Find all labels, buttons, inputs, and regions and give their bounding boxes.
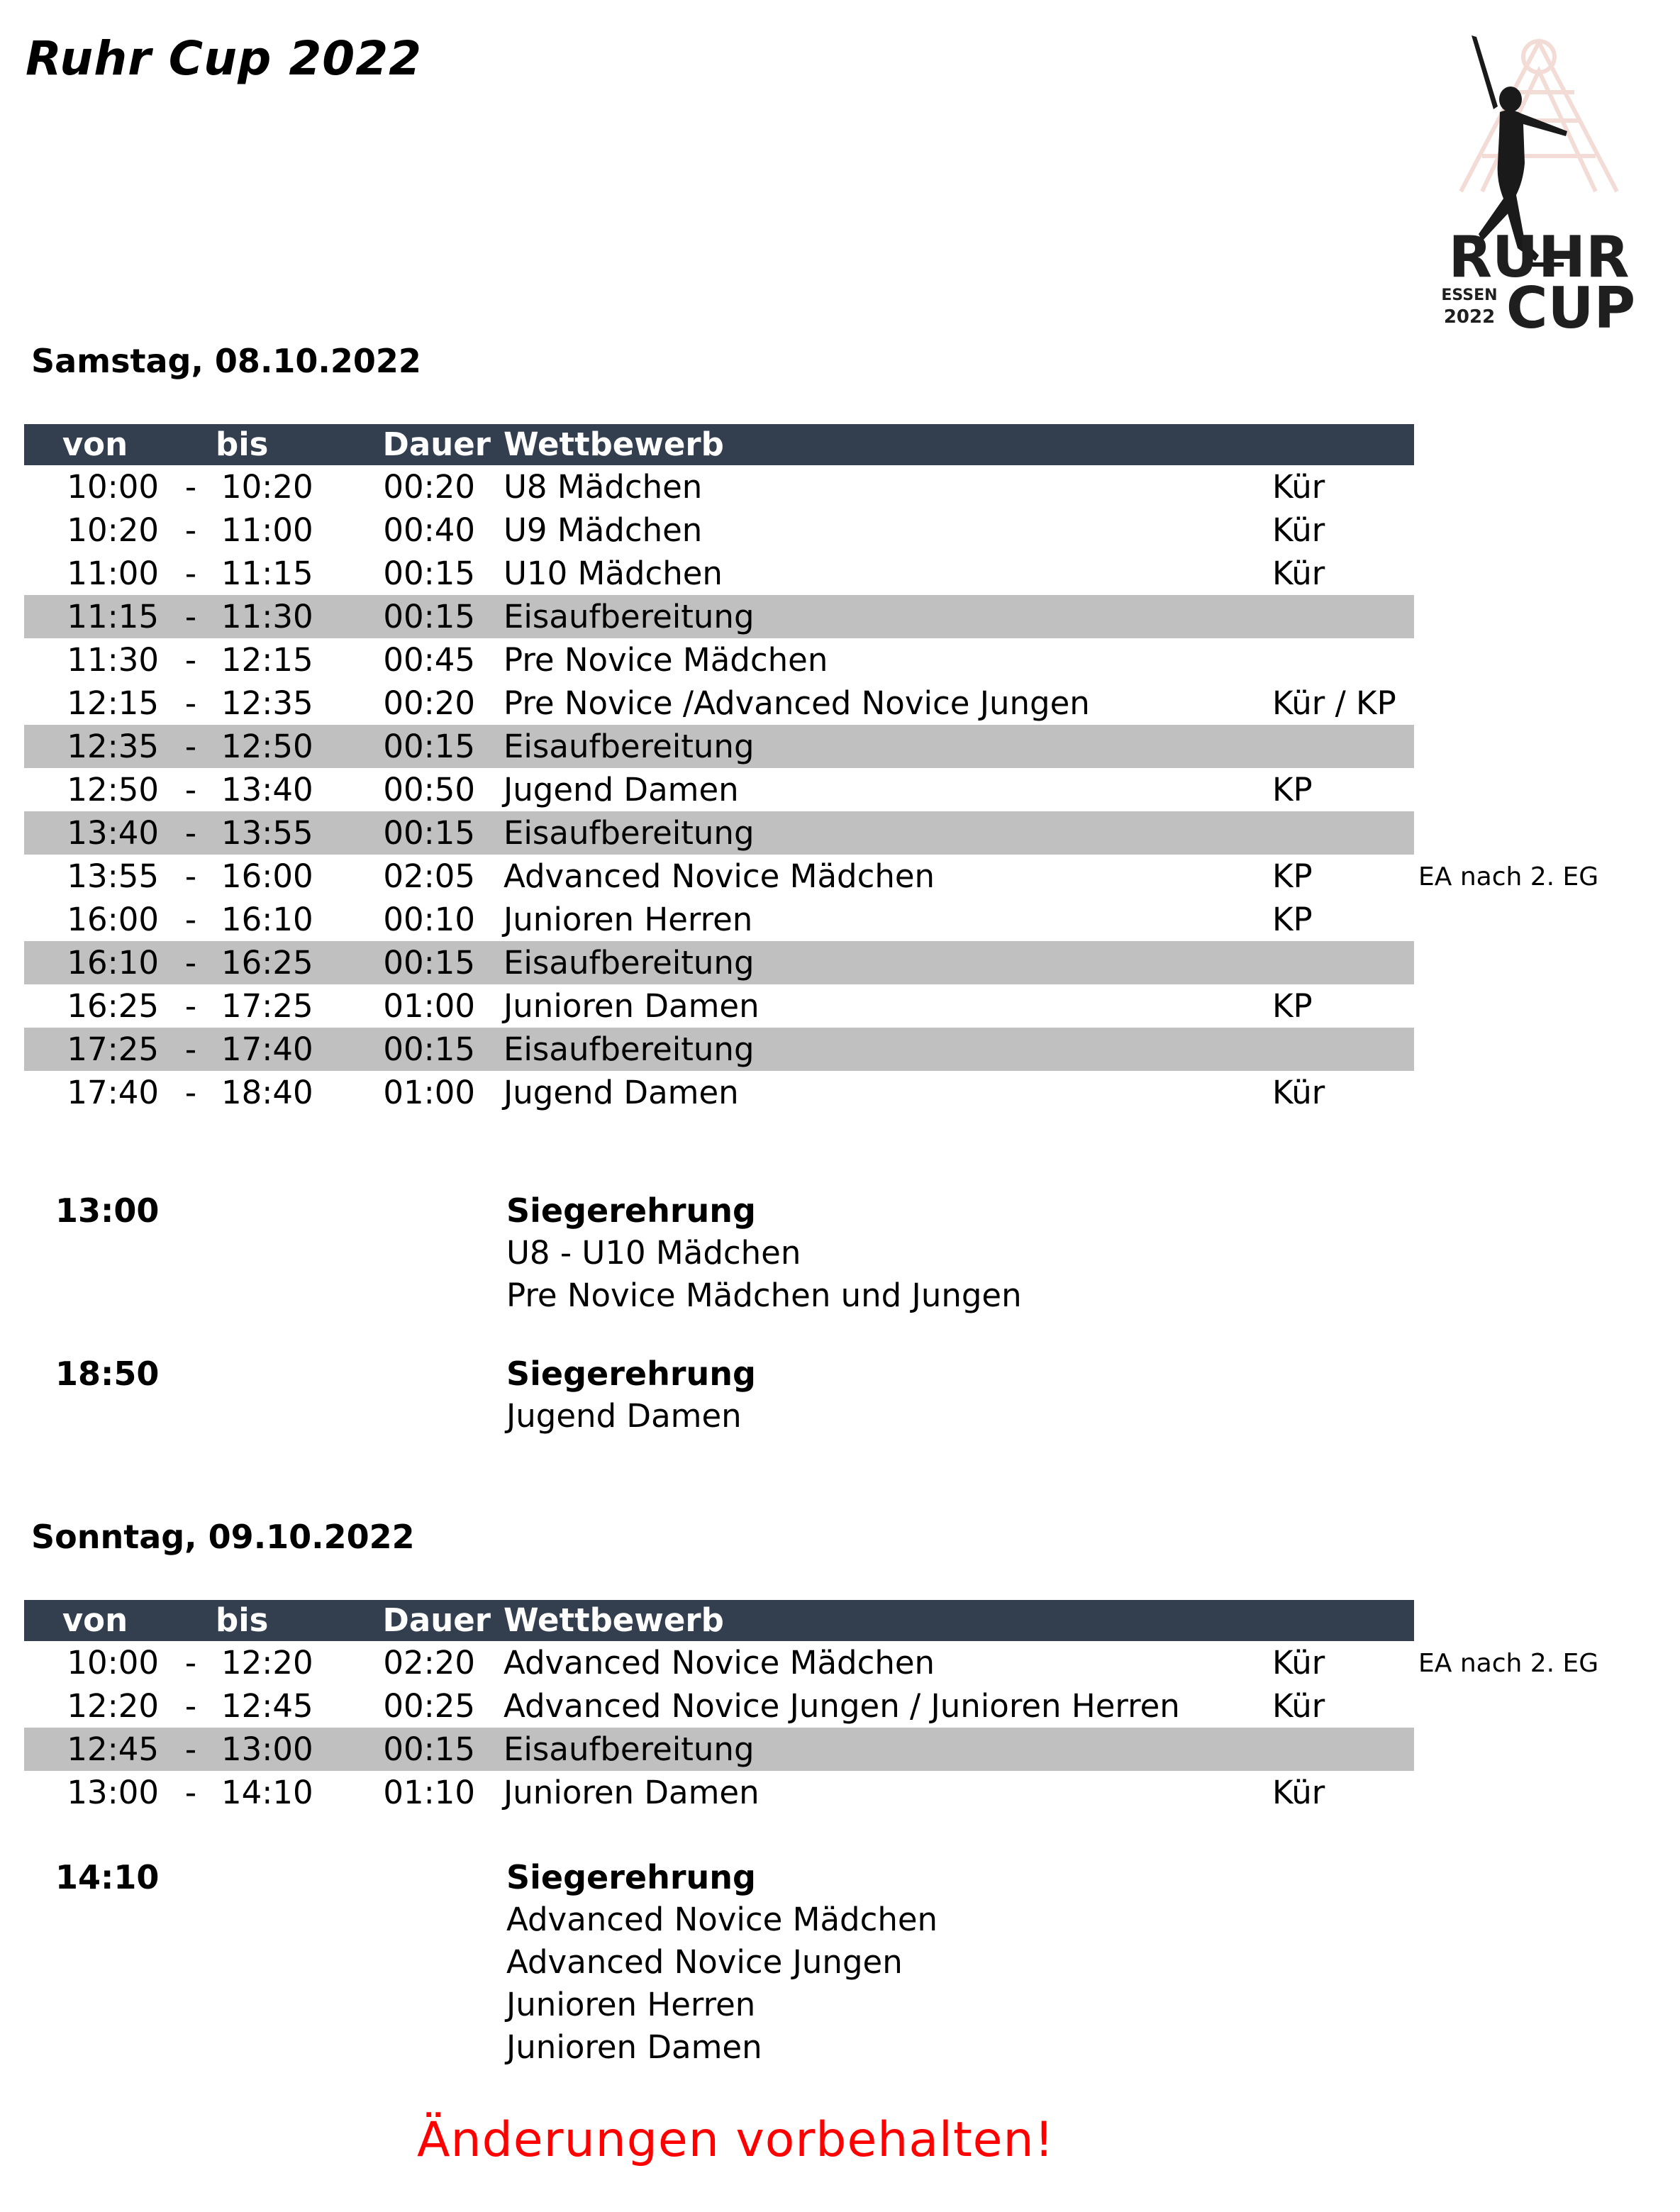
cell-bis: 10:20 (221, 468, 313, 506)
award-line: Advanced Novice Jungen (506, 1943, 903, 1981)
cell-von: 12:45 (24, 1728, 166, 1771)
document-title: Ruhr Cup 2022 (26, 31, 423, 86)
cell-bis: 11:00 (221, 511, 313, 549)
header-dauer: Dauer (322, 424, 504, 465)
table-row (24, 1684, 1414, 1728)
cell-dash: - (166, 941, 216, 984)
table-row (24, 941, 1414, 984)
table-row (24, 552, 1414, 595)
cell-bis: 14:10 (221, 1774, 313, 1811)
cell-wb: Jugend Damen (504, 771, 739, 808)
cell-dash: - (184, 1074, 197, 1111)
cell-dauer: 00:15 (322, 1028, 504, 1071)
cell-dash: - (184, 468, 197, 506)
cell-dauer: 02:20 (383, 1644, 475, 1682)
cell-von: 13:40 (24, 811, 166, 855)
cell-von: 13:55 (67, 857, 159, 895)
cell-dauer: 00:15 (322, 725, 504, 768)
cell-bis: 17:25 (221, 987, 313, 1025)
cell-wb: Junioren Herren (504, 901, 753, 938)
sunday-note: EA nach 2. EG (1418, 1649, 1599, 1678)
cell-von: 17:25 (24, 1028, 166, 1071)
award-title: Siegerehrung (506, 1191, 756, 1230)
saturday-schedule-table (24, 424, 1414, 1114)
cell-dash: - (166, 1728, 216, 1771)
cell-typ (1272, 941, 1414, 984)
cell-von: 16:00 (67, 901, 159, 938)
cell-von: 10:00 (67, 468, 159, 506)
cell-von: 17:40 (67, 1074, 159, 1111)
cell-wb: U9 Mädchen (504, 511, 703, 549)
cell-bis: 12:15 (221, 641, 313, 679)
table-row (24, 1728, 1414, 1771)
cell-typ (1272, 595, 1414, 638)
sunday-schedule-table (24, 1600, 1414, 1814)
saturday-heading: Samstag, 08.10.2022 (31, 342, 421, 380)
header-wettbewerb: Wettbewerb (504, 424, 1414, 465)
cell-typ: KP (1272, 901, 1313, 938)
cell-dauer: 00:45 (383, 641, 475, 679)
table-row (24, 638, 1414, 682)
cell-dash: - (184, 771, 197, 808)
header-bis: bis (216, 1600, 322, 1641)
cell-von: 11:30 (67, 641, 159, 679)
award-line: Junioren Herren (506, 1986, 756, 2023)
cell-typ: KP (1272, 987, 1313, 1025)
cell-dash: - (166, 1028, 216, 1071)
cell-bis: 16:25 (216, 941, 322, 984)
cell-von: 16:25 (67, 987, 159, 1025)
cell-dauer: 00:15 (322, 811, 504, 855)
award-line: Junioren Damen (506, 2028, 762, 2066)
award-title: Siegerehrung (506, 1858, 756, 1896)
cell-bis: 12:45 (221, 1687, 313, 1725)
cell-typ: Kür (1272, 1644, 1325, 1682)
cell-dauer: 01:00 (383, 1074, 475, 1111)
cell-von: 10:20 (67, 511, 159, 549)
cell-bis: 18:40 (221, 1074, 313, 1111)
award-line: Advanced Novice Mädchen (506, 1901, 938, 1938)
cell-wb: Eisaufbereitung (504, 1728, 1272, 1771)
cell-von: 10:00 (67, 1644, 159, 1682)
cell-wb: U8 Mädchen (504, 468, 703, 506)
award-block (506, 1856, 938, 2069)
cell-dauer: 01:00 (383, 987, 475, 1025)
cell-typ (1272, 1028, 1414, 1071)
cell-bis: 11:15 (221, 555, 313, 592)
table-row (24, 682, 1414, 725)
cell-dash: - (184, 901, 197, 938)
cell-von: 12:35 (24, 725, 166, 768)
cell-typ: KP (1272, 771, 1313, 808)
header-von: von (24, 1600, 166, 1641)
cell-wb: U10 Mädchen (504, 555, 723, 592)
cell-dauer: 00:15 (322, 595, 504, 638)
cell-dash: - (184, 555, 197, 592)
table-row (24, 508, 1414, 552)
cell-typ: Kür / KP (1272, 684, 1396, 722)
disclaimer-footer: Änderungen vorbehalten! (417, 2112, 1055, 2168)
cell-von: 16:10 (24, 941, 166, 984)
cell-typ (1272, 638, 1414, 682)
header-dauer: Dauer (322, 1600, 504, 1641)
cell-von: 12:20 (67, 1687, 159, 1725)
logo-line2: CUP (1506, 275, 1636, 340)
cell-bis: 11:30 (216, 595, 322, 638)
cell-dash: - (184, 511, 197, 549)
cell-typ: Kür (1272, 1774, 1325, 1811)
table-header-row (24, 424, 1414, 465)
cell-wb: Eisaufbereitung (504, 941, 1272, 984)
logo-line1: RUHR (1448, 224, 1630, 290)
cell-von: 11:00 (67, 555, 159, 592)
cell-typ: Kür (1272, 1687, 1325, 1725)
cell-wb: Eisaufbereitung (504, 811, 1272, 855)
cell-bis: 13:00 (216, 1728, 322, 1771)
cell-bis: 16:00 (221, 857, 313, 895)
cell-typ (1272, 725, 1414, 768)
cell-dauer: 00:50 (383, 771, 475, 808)
cell-wb: Jugend Damen (504, 1074, 739, 1111)
cell-wb: Eisaufbereitung (504, 595, 1272, 638)
cell-dash: - (184, 1644, 197, 1682)
cell-dauer: 00:25 (383, 1687, 475, 1725)
cell-dauer: 02:05 (383, 857, 475, 895)
award-line: U8 - U10 Mädchen (506, 1234, 801, 1272)
cell-dash: - (166, 811, 216, 855)
cell-dash: - (184, 1687, 197, 1725)
cell-von: 12:50 (67, 771, 159, 808)
table-row (24, 595, 1414, 638)
table-row (24, 465, 1414, 508)
award-time: 13:00 (55, 1191, 160, 1230)
table-row (24, 1641, 1414, 1684)
cell-dash: - (166, 595, 216, 638)
cell-dauer: 00:10 (383, 901, 475, 938)
cell-dauer: 00:15 (383, 555, 475, 592)
logo-year: 2022 (1443, 306, 1496, 328)
cell-dauer: 00:15 (322, 1728, 504, 1771)
cell-wb: Advanced Novice Mädchen (504, 1644, 935, 1682)
cell-von: 11:15 (24, 595, 166, 638)
header-von: von (24, 424, 166, 465)
cell-bis: 13:55 (216, 811, 322, 855)
cell-wb: Advanced Novice Jungen / Junioren Herren (504, 1687, 1180, 1725)
table-row (24, 1028, 1414, 1071)
cell-dash: - (184, 857, 197, 895)
table-row (24, 725, 1414, 768)
cell-wb: Junioren Damen (504, 987, 760, 1025)
cell-wb: Pre Novice /Advanced Novice Jungen (504, 684, 1090, 722)
cell-wb: Junioren Damen (504, 1774, 760, 1811)
header-bis: bis (216, 424, 322, 465)
award-title: Siegerehrung (506, 1355, 756, 1393)
cell-typ: KP (1272, 857, 1313, 895)
cell-bis: 12:50 (216, 725, 322, 768)
cell-typ: Kür (1272, 511, 1325, 549)
cell-dash: - (184, 987, 197, 1025)
cell-bis: 13:40 (221, 771, 313, 808)
cell-wb: Pre Novice Mädchen (504, 641, 828, 679)
saturday-note: EA nach 2. EG (1418, 862, 1599, 891)
award-line: Jugend Damen (506, 1397, 742, 1435)
cell-dash: - (184, 641, 197, 679)
cell-typ (1272, 811, 1414, 855)
cell-von: 13:00 (67, 1774, 159, 1811)
cell-dauer: 00:40 (383, 511, 475, 549)
cell-dauer: 01:10 (383, 1774, 475, 1811)
table-row (24, 768, 1414, 811)
award-block (506, 1189, 1022, 1317)
ruhr-cup-logo (1433, 28, 1645, 340)
table-row (24, 898, 1414, 941)
table-header-row (24, 1600, 1414, 1641)
table-row (24, 855, 1414, 898)
header-wettbewerb: Wettbewerb (504, 1600, 1414, 1641)
cell-dauer: 00:20 (383, 468, 475, 506)
table-row (24, 1071, 1414, 1114)
sunday-heading: Sonntag, 09.10.2022 (31, 1518, 415, 1556)
cell-dash: - (184, 684, 197, 722)
cell-von: 12:15 (67, 684, 159, 722)
cell-dauer: 00:15 (322, 941, 504, 984)
award-block (506, 1352, 756, 1438)
cell-bis: 12:35 (221, 684, 313, 722)
cell-dash: - (184, 1774, 197, 1811)
cell-wb: Eisaufbereitung (504, 1028, 1272, 1071)
cell-typ (1272, 1728, 1414, 1771)
award-line: Pre Novice Mädchen und Jungen (506, 1277, 1022, 1314)
cell-wb: Eisaufbereitung (504, 725, 1272, 768)
cell-wb: Advanced Novice Mädchen (504, 857, 935, 895)
cell-dauer: 00:20 (383, 684, 475, 722)
table-row (24, 811, 1414, 855)
cell-typ: Kür (1272, 555, 1325, 592)
cell-bis: 16:10 (221, 901, 313, 938)
cell-typ: Kür (1272, 1074, 1325, 1111)
cell-bis: 17:40 (216, 1028, 322, 1071)
table-row (24, 984, 1414, 1028)
cell-bis: 12:20 (221, 1644, 313, 1682)
award-time: 14:10 (55, 1858, 160, 1896)
cell-typ: Kür (1272, 468, 1325, 506)
table-row (24, 1771, 1414, 1814)
cell-dash: - (166, 725, 216, 768)
logo-city: ESSEN (1441, 287, 1498, 304)
award-time: 18:50 (55, 1355, 160, 1393)
